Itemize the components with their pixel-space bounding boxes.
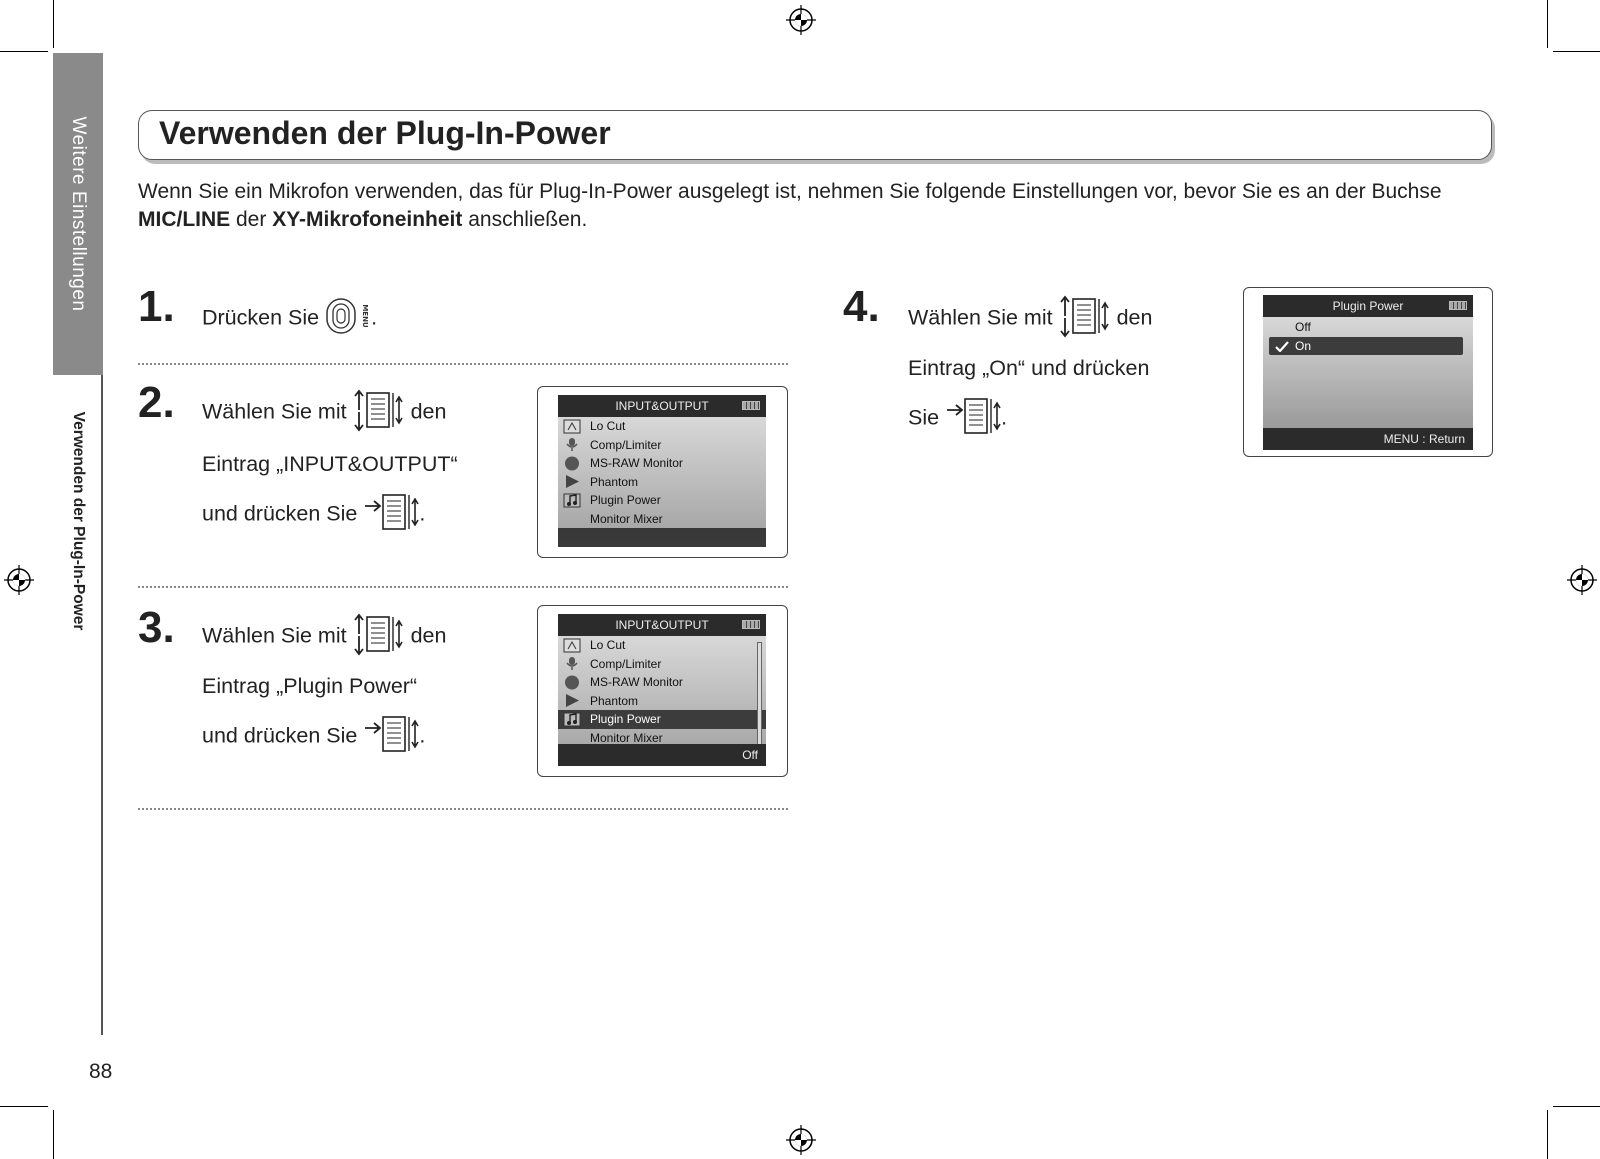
folder-icon	[558, 417, 586, 436]
screen-panel-plugin-power	[1243, 287, 1493, 457]
intro-text: anschließen.	[462, 208, 588, 231]
screen-footer-hint: MENU : Return	[1263, 428, 1473, 450]
step-2-text: den	[410, 399, 447, 424]
menu-item: Comp/Limiter	[590, 437, 662, 452]
registration-mark-icon	[786, 1125, 816, 1155]
step-2-text: und drücken Sie	[202, 501, 358, 526]
step-2-number: 2.	[138, 378, 175, 427]
menu-item: MS-RAW Monitor	[590, 456, 683, 470]
step-3-line-2: Eintrag „Plugin Power“	[202, 674, 418, 698]
step-2-line-2: Eintrag „INPUT&OUTPUT“	[202, 452, 458, 476]
step-4-line-2: Eintrag „On“ und drücken	[908, 356, 1150, 380]
crop-mark	[1553, 1106, 1600, 1107]
menu-item: MS-RAW Monitor	[590, 675, 683, 689]
crop-mark	[53, 0, 54, 48]
battery-icon	[742, 401, 760, 410]
device-screen	[1263, 295, 1473, 450]
step-divider	[138, 586, 788, 588]
step-3-text: den	[410, 623, 447, 648]
option-on-label: On	[1295, 338, 1312, 353]
intro-bold-jack: MIC/LINE	[138, 208, 231, 231]
screen-header	[558, 395, 766, 417]
menu-item: Monitor Mixer	[590, 730, 663, 745]
step-1-end: .	[371, 305, 378, 330]
screen-header	[1263, 295, 1473, 317]
intro-text: der	[230, 208, 273, 231]
dial-press-icon	[945, 394, 1001, 444]
mic-icon	[558, 655, 586, 674]
record-icon	[558, 454, 586, 473]
menu-key-icon	[325, 296, 371, 342]
step-1-number: 1.	[138, 282, 175, 331]
intro-bold-unit: XY-Mikrofoneinheit	[272, 208, 463, 231]
sidebar-page	[53, 390, 103, 652]
step-3-text: Wählen Sie mit	[202, 623, 347, 648]
screen-scrollbar	[757, 642, 762, 746]
title-box	[138, 110, 1492, 160]
music-note-icon	[558, 710, 586, 729]
step-3-line-3	[202, 712, 425, 762]
dial-press-icon	[363, 490, 419, 540]
dial-up-down-icon	[1059, 294, 1111, 344]
menu-item: Phantom	[590, 693, 639, 708]
step-3-line-1	[202, 612, 446, 662]
screen-panel-io	[537, 386, 788, 558]
step-4-text: den	[1116, 305, 1153, 330]
option-on-selected	[1269, 337, 1463, 356]
menu-item: Comp/Limiter	[590, 656, 662, 671]
step-4-text: Sie	[908, 405, 940, 430]
screen-title: INPUT&OUTPUT	[615, 399, 709, 413]
step-divider	[138, 808, 788, 810]
step-1-label: Drücken Sie	[202, 305, 320, 330]
menu-item: Phantom	[590, 474, 639, 489]
sidebar-section-label: Weitere Einstellungen	[68, 116, 89, 312]
screen-title: INPUT&OUTPUT	[615, 618, 709, 632]
menu-item: Lo Cut	[590, 419, 626, 433]
device-screen	[558, 395, 766, 547]
menu-item-selected: Plugin Power	[558, 710, 766, 729]
step-4-number: 4.	[843, 282, 880, 331]
menu-item: Plugin Power	[590, 493, 661, 507]
sidebar-section	[53, 53, 103, 375]
step-4-line-1	[908, 294, 1152, 344]
dial-press-icon	[363, 712, 419, 762]
mic-icon	[558, 436, 586, 455]
step-3-end: .	[419, 723, 426, 748]
dial-up-down-icon	[353, 388, 405, 438]
sidebar-page-label: Verwenden der Plug-In-Power	[70, 411, 87, 631]
intro-text: Wenn Sie ein Mikrofon verwenden, das für Plug-In-Power ausgelegt ist, nehmen Sie folgende Einstellungen vor, bevor Sie es an der Buchse	[138, 180, 1442, 203]
option-off: Off	[1295, 320, 1311, 334]
step-3-text: und drücken Sie	[202, 723, 358, 748]
crop-mark	[53, 1110, 54, 1159]
checkmark-icon	[1275, 341, 1289, 352]
play-icon	[558, 692, 586, 711]
step-2-text: Wählen Sie mit	[202, 399, 347, 424]
crop-mark	[0, 1106, 48, 1107]
step-2-line-3	[202, 490, 425, 540]
crop-mark	[1553, 51, 1600, 52]
svg-text:MENU: MENU	[361, 304, 370, 328]
crop-mark	[0, 51, 48, 52]
crop-mark	[1547, 1110, 1548, 1159]
step-1-text	[202, 296, 377, 342]
device-screen	[558, 614, 766, 766]
registration-mark-icon	[1567, 565, 1597, 595]
screen-title: Plugin Power	[1332, 299, 1404, 313]
screen-side-icons	[558, 417, 586, 510]
step-4-end: .	[1001, 405, 1008, 430]
page-title: Verwenden der Plug-In-Power	[159, 115, 611, 151]
record-icon	[558, 673, 586, 692]
step-4-text: Wählen Sie mit	[908, 305, 1053, 330]
folder-icon	[558, 636, 586, 655]
registration-mark-icon	[4, 565, 34, 595]
play-icon	[558, 473, 586, 492]
page-number: 88	[89, 1060, 113, 1083]
step-3-number: 3.	[138, 603, 175, 652]
step-divider	[138, 363, 788, 365]
intro-paragraph	[138, 178, 1518, 234]
step-2-line-1	[202, 388, 446, 438]
step-2-end: .	[419, 501, 426, 526]
battery-icon	[1449, 301, 1467, 310]
crop-mark	[1547, 0, 1548, 48]
dial-up-down-icon	[353, 612, 405, 662]
menu-item: Lo Cut	[590, 638, 626, 652]
battery-icon	[742, 620, 760, 629]
registration-mark-icon	[786, 5, 816, 35]
screen-footer-value: Off	[558, 744, 766, 766]
menu-item: Monitor Mixer	[590, 511, 663, 526]
step-4-line-3	[908, 394, 1007, 444]
music-note-icon	[558, 491, 586, 510]
screen-side-icons	[558, 636, 586, 729]
screen-header	[558, 614, 766, 636]
screen-panel-io-selected	[537, 605, 788, 777]
